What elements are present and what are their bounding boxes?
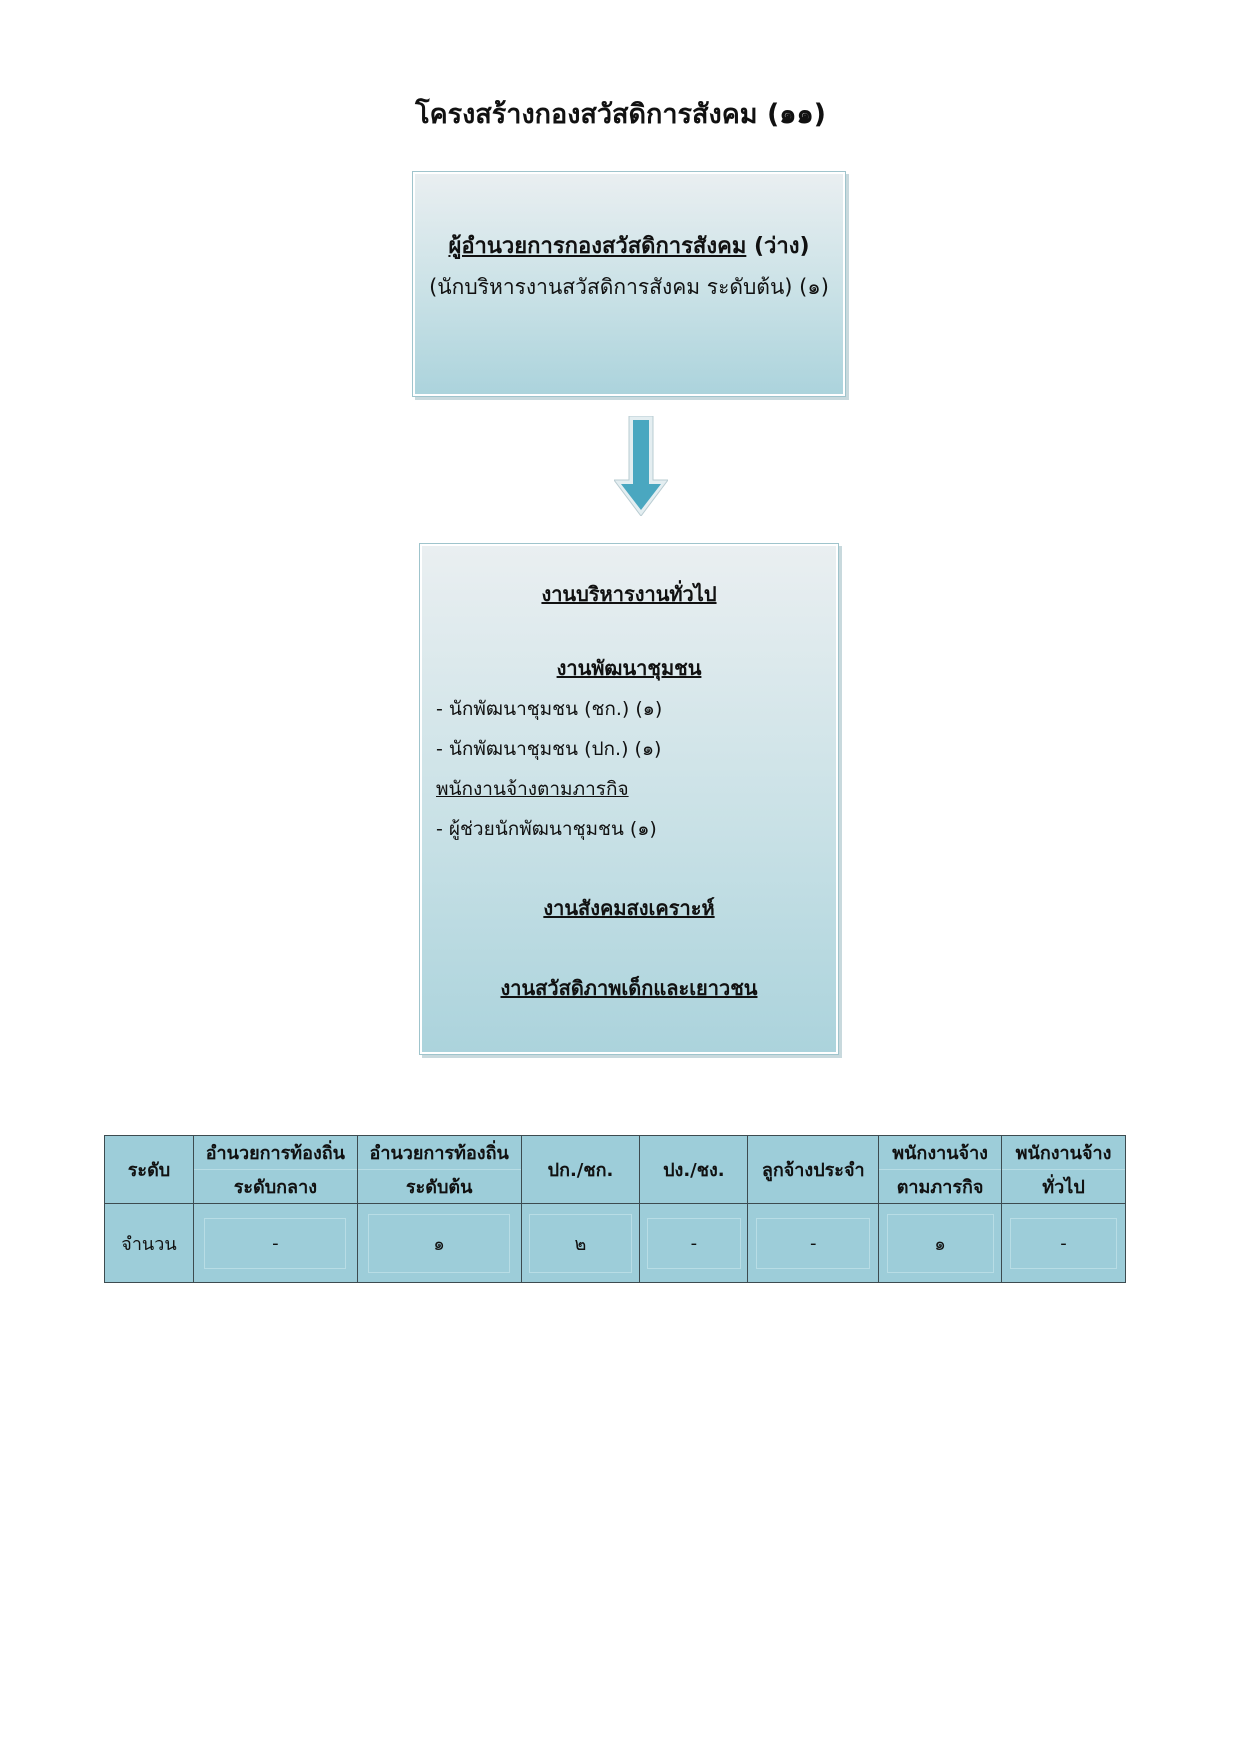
column-header: พนักงานจ้าง ตามภารกิจ (879, 1136, 1002, 1204)
staff-summary-table (104, 1135, 1126, 1283)
table-cell: ๑ (357, 1204, 521, 1283)
table-cell: ๒ (521, 1204, 640, 1283)
director-subtitle: (นักบริหารงานสวัสดิการสังคม ระดับต้น) (๑) (429, 275, 829, 299)
director-status: (ว่าง) (754, 234, 810, 259)
mission-staff-heading: พนักงานจ้างตามภารกิจ (436, 778, 629, 800)
column-header: อำนวยการท้องถิ่น ระดับต้น (357, 1136, 521, 1204)
table-cell: ๑ (879, 1204, 1002, 1283)
division-community-dev: งานพัฒนาชุมชน (556, 656, 702, 680)
level-header: ระดับ (105, 1136, 194, 1204)
division-social-welfare: งานสังคมสงเคราะห์ (543, 896, 715, 920)
column-header: พนักงานจ้าง ทั่วไป (1002, 1136, 1126, 1204)
table-cell: - (640, 1204, 748, 1283)
position-item: - นักพัฒนาชุมชน (ชก.) (๑) (436, 698, 663, 720)
table-row (105, 1204, 1126, 1283)
count-label: จำนวน (105, 1204, 194, 1283)
column-header: ปง./ชง. (640, 1136, 748, 1204)
down-arrow-icon (614, 416, 668, 516)
column-header: ลูกจ้างประจำ (748, 1136, 879, 1204)
director-heading (413, 228, 845, 263)
column-header: ปก./ชก. (521, 1136, 640, 1204)
director-box (412, 171, 846, 397)
column-header: อำนวยการท้องถิ่น ระดับกลาง (193, 1136, 357, 1204)
position-item: - ผู้ช่วยนักพัฒนาชุมชน (๑) (436, 818, 657, 840)
divisions-box (419, 543, 839, 1055)
page-title: โครงสร้างกองสวัสดิการสังคม (๑๑) (415, 99, 826, 130)
table-header-row (105, 1136, 1126, 1204)
table-cell: - (1002, 1204, 1126, 1283)
division-general-admin: งานบริหารงานทั่วไป (541, 582, 717, 606)
table-cell: - (193, 1204, 357, 1283)
division-child-youth: งานสวัสดิภาพเด็กและเยาวชน (500, 976, 758, 1000)
table-cell: - (748, 1204, 879, 1283)
position-item: - นักพัฒนาชุมชน (ปก.) (๑) (436, 738, 662, 760)
director-title: ผู้อำนวยการกองสวัสดิการสังคม (448, 234, 747, 259)
